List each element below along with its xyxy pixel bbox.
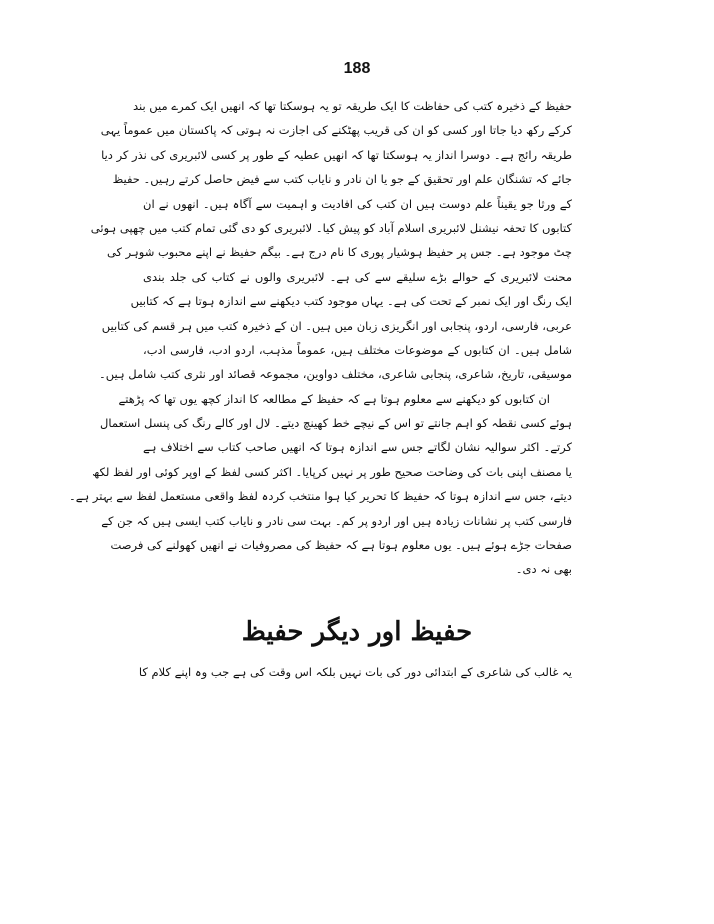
text-line: موسیقی، تاریخ، شاعری، پنجابی شاعری، مختلف دواوین، مجموعہ قصائد اور نثری کتب شامل ہیں۔ <box>98 367 572 382</box>
text-line: یا مصنف اپنی بات کی وضاحت صحیح طور پر نہیں کرپایا۔ اکثر کسی لفظ کے اوپر کوئی اور لفظ لکھ <box>92 464 572 479</box>
text-line: جائے کہ تشنگان علم اور تحقیق کے جو یا ان نادر و نایاب کتب سے فیض حاصل کرتے رہیں۔ حفیظ <box>112 172 572 187</box>
text-line: محنت لائبریری کے حوالے بڑے سلیقے سے کی ہے۔ لائبریری والوں نے کتاب کی جلد بندی <box>143 269 572 284</box>
text-line: دیتے، جس سے اندازہ ہوتا کہ حفیظ کا تحریر کیا ہوا منتخب کردہ لفظ واقعی مستعمل لفظ سے بہتر ہے۔ <box>69 489 572 504</box>
text-line: ایک رنگ اور ایک نمبر کے تحت کی ہے۔ یہاں موجود کتب دیکھنے سے اندازہ ہوتا ہے کہ کتابیں <box>130 294 572 309</box>
text-line: شامل ہیں۔ ان کتابوں کے موضوعات مختلف ہیں، عموماً مذہب، اردو ادب، فارسی ادب، <box>143 342 572 357</box>
section-heading: حفیظ اور دیگر حفیظ <box>241 617 473 647</box>
text-line: یہ غالب کی شاعری کے ابتدائی دور کی بات نہیں بلکہ اس وقت کی ہے جب وہ اپنے کلام کا <box>138 665 572 679</box>
text-line: طریقہ رائج ہے۔ دوسرا انداز یہ ہوسکتا تھا کہ انھیں عطیہ کے طور پر کسی لائبریری کی نذر کر دیا <box>101 147 572 162</box>
text-line: کرتے۔ اکثر سوالیہ نشان لگاتے جس سے اندازہ ہوتا کہ انھیں صاحب کتاب سے اختلاف ہے <box>143 440 572 455</box>
text-line: فارسی کتب پر نشانات زیادہ ہیں اور اردو پر کم۔ بہت سی نادر و نایاب کتب ایسی ہیں کہ جن کے <box>101 513 572 528</box>
text-line: صفحات جڑے ہوئے ہیں۔ یوں معلوم ہوتا ہے کہ حفیظ کی مصروفیات نے انھیں کھولنے کی فرصت <box>110 538 572 553</box>
text-line: چٹ موجود ہے۔ جس پر حفیظ ہوشیار پوری کا نام درج ہے۔ بیگم حفیظ نے اپنے محبوب شوہر کی <box>106 245 572 260</box>
page-number: 188 <box>343 60 371 77</box>
text-line: بھی نہ دی۔ <box>515 562 572 577</box>
text-line: کرکے رکھ دیا جاتا اور کسی کو ان کی قریب پھٹکنے کی اجازت نہ ہوتی کہ پاکستان میں عموماً یہی <box>100 123 572 138</box>
text-line: کے ورثا جو یقیناً علم دوست ہیں ان کتب کی افادیت و اہمیت سے آگاہ ہیں۔ انھوں نے ان <box>143 196 572 211</box>
text-line: عربی، فارسی، اردو، پنجابی اور انگریزی زبان میں ہیں۔ ان کے ذخیرہ کتب میں ہر قسم کی کتابیں <box>101 318 572 333</box>
text-line: حفیظ کے ذخیرہ کتب کی حفاظت کا ایک طریقہ تو یہ ہوسکتا تھا کہ انھیں ایک کمرے میں بند <box>132 99 572 113</box>
text-line: ان کتابوں کو دیکھنے سے معلوم ہوتا ہے کہ حفیظ کے مطالعہ کا انداز کچھ یوں تھا کہ پڑھتے <box>118 391 550 406</box>
text-line: ہوئے کسی نقطہ کو اہم جانتے تو اس کے نیچے خط کھینچ دیتے۔ لال اور کالے رنگ کی پنسل استعمال <box>100 416 572 431</box>
paragraph-one <box>69 94 572 582</box>
text-line: کتابوں کا تحفہ نیشنل لائبریری اسلام آباد کو پیش کیا۔ لائبریری کو دی گئی تمام کتب میں چھپی ہوئی <box>90 220 572 235</box>
